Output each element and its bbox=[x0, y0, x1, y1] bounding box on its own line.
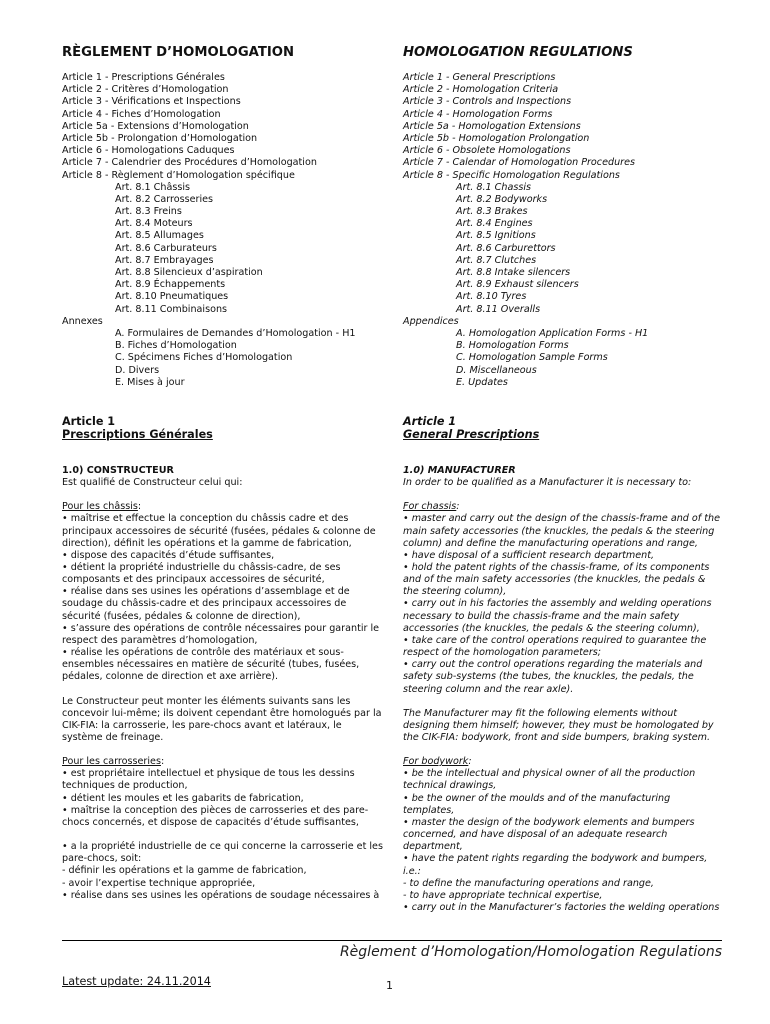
list-item: • détient la propriété industrielle du châssis-cadre, de ses composants et des principaux accessoires de sécurité, bbox=[62, 561, 341, 586]
toc-item: Article 5a - Homologation Extensions bbox=[403, 120, 581, 132]
list-item: - to define the manufacturing operations and range, bbox=[403, 877, 654, 889]
fit-paragraph: Le Constructeur peut monter les éléments suivants sans les concevoir lui-même; ils doivent cependant être homologués par la CIK-FIA: la carrosserie, les pare-chocs avant et latéraux, le système de freinage. bbox=[62, 695, 382, 743]
chassis-label-text: Pour les châssis bbox=[62, 501, 138, 513]
toc-subitem: Art. 8.2 Bodyworks bbox=[456, 193, 548, 205]
list-item: • s’assure des opérations de contrôle nécessaires pour garantir le respect des paramètres d’homologation, bbox=[62, 622, 380, 646]
toc-subitem: Art. 8.4 Engines bbox=[456, 218, 533, 230]
toc-subitem: Art. 8.8 Silencieux d’aspiration bbox=[115, 267, 263, 278]
list-item: • dispose des capacités d’étude suffisantes, bbox=[62, 549, 275, 561]
chassis-label-colon: : bbox=[456, 501, 460, 513]
bodywork-label-colon: : bbox=[468, 756, 472, 768]
list-item: • détient les moules et les gabarits de fabrication, bbox=[62, 792, 304, 804]
toc-subitem: Art. 8.10 Pneumatiques bbox=[115, 291, 229, 303]
toc-item: Article 8 - Règlement d’Homologation spécifique bbox=[62, 169, 295, 181]
toc-subitem: Art. 8.1 Châssis bbox=[115, 181, 190, 193]
chassis-label bbox=[62, 501, 384, 513]
bodywork-label-text: For bodywork bbox=[403, 756, 469, 768]
list-item: • maîtrise la conception des pièces de carrosseries et des pare-chocs concernés, et dispose de capacités d’étude suffisantes, bbox=[62, 804, 369, 828]
toc-item: Article 1 - General Prescriptions bbox=[403, 72, 556, 83]
list-item: • carry out in the Manufacturer’s factories the welding operations bbox=[403, 902, 720, 914]
english-column bbox=[403, 44, 721, 914]
toc-item: Article 7 - Calendrier des Procédures d’Homologation bbox=[62, 157, 317, 169]
bodywork-label-colon: : bbox=[160, 756, 165, 768]
fit-paragraph: The Manufacturer may fit the following elements without designing them himself; however, they must be homologated by the CIK-FIA: bodywork, front and side bumpers, braking system. bbox=[403, 707, 714, 743]
list-item: • master the design of the bodywork elements and bumpers concerned, and have disposal of an adequate research department, bbox=[403, 816, 695, 853]
toc-subitem: Art. 8.9 Échappements bbox=[115, 279, 226, 291]
toc-item: Article 5a - Extensions d’Homologation bbox=[62, 120, 249, 132]
toc-item: Article 5b - Homologation Prolongation bbox=[403, 132, 590, 144]
list-item: • have the patent rights regarding the bodywork and bumpers, i.e.: bbox=[403, 853, 708, 877]
toc-item: Article 1 - Prescriptions Générales bbox=[62, 72, 225, 83]
chassis-label-text: For chassis bbox=[403, 501, 457, 513]
annex-item: B. Homologation Forms bbox=[456, 340, 569, 352]
annexes-label: Annexes bbox=[62, 315, 103, 327]
toc-item: Article 3 - Controls and Inspections bbox=[403, 96, 572, 108]
list-item: • take care of the control operations required to guarantee the respect of the homologation parameters; bbox=[403, 634, 707, 659]
list-item: • be the owner of the moulds and of the manufacturing templates, bbox=[403, 792, 671, 816]
toc-item: Article 7 - Calendar of Homologation Procedures bbox=[403, 157, 635, 169]
list-item: • carry out in his factories the assembly and welding operations necessary to build the chassis-frame and the main safety accessories (the knuckles, the pedals & the steering column), bbox=[403, 598, 712, 634]
toc-item: Article 2 - Homologation Criteria bbox=[403, 84, 559, 96]
list-item: - définir les opérations et la gamme de fabrication, bbox=[62, 865, 307, 877]
toc-subitem: Art. 8.7 Clutches bbox=[456, 254, 537, 266]
list-item: - avoir l’expertise technique appropriée, bbox=[62, 877, 256, 889]
toc-subitem: Art. 8.3 Freins bbox=[115, 206, 182, 218]
page-number: 1 bbox=[386, 979, 393, 992]
annex-item: B. Fiches d’Homologation bbox=[115, 340, 237, 352]
appendices-label: Appendices bbox=[403, 315, 459, 327]
toc-subitem: Art. 8.10 Tyres bbox=[456, 291, 527, 303]
bodywork-label bbox=[62, 756, 384, 768]
list-item: • réalise les opérations de contrôle des matériaux et sous-ensembles nécessaires en matière de sécurité (tubes, fusées, pédales, colonne de direction et axe arrière). bbox=[62, 647, 360, 683]
toc-item: Article 3 - Vérifications et Inspections bbox=[62, 96, 241, 108]
toc-subitem: Art. 8.6 Carburateurs bbox=[115, 242, 217, 254]
annex-item: D. Miscellaneous bbox=[456, 364, 537, 376]
list-item: • have disposal of a sufficient research department, bbox=[403, 549, 655, 561]
footer-running-title: Règlement d’Homologation/Homologation Regulations bbox=[339, 944, 722, 960]
toc-item: Article 6 - Obsolete Homologations bbox=[403, 145, 571, 157]
list-item: • hold the patent rights of the chassis-frame, of its components and of the main safety accessories (the knuckles, the pedals & the steering column), bbox=[403, 561, 710, 598]
list-item: • réalise dans ses usines les opérations d’assemblage et de soudage du châssis-cadre et des principaux accessoires de sécurité (fusées, pédales & colonne de direction), bbox=[62, 586, 350, 622]
toc-subitem: Art. 8.11 Overalls bbox=[456, 303, 541, 315]
section-heading: 1.0) MANUFACTURER bbox=[403, 464, 516, 476]
list-item: • réalise dans ses usines les opérations de soudage nécessaires à bbox=[62, 889, 380, 901]
annex-item: C. Spécimens Fiches d’Homologation bbox=[115, 352, 293, 364]
toc-subitem: Art. 8.7 Embrayages bbox=[115, 254, 214, 266]
annex-item: A. Homologation Application Forms - H1 bbox=[456, 327, 649, 339]
annex-item: C. Homologation Sample Forms bbox=[456, 352, 608, 364]
toc-subitem: Art. 8.5 Allumages bbox=[115, 230, 204, 242]
toc-item: Article 6 - Homologations Caduques bbox=[62, 145, 235, 157]
list-item: • a la propriété industrielle de ce qui concerne la carrosserie et les pare-chocs, soit: bbox=[62, 841, 383, 865]
article-subtitle: Prescriptions Générales bbox=[62, 427, 213, 441]
english-toc bbox=[403, 72, 721, 389]
toc-item: Article 2 - Critères d’Homologation bbox=[62, 84, 229, 96]
list-item: • est propriétaire intellectuel et physique de tous les dessins techniques de production, bbox=[62, 768, 355, 792]
annex-item: E. Mises à jour bbox=[115, 376, 185, 388]
toc-item: Article 4 - Fiches d’Homologation bbox=[62, 108, 221, 120]
list-item: • be the intellectual and physical owner of all the production technical drawings, bbox=[403, 768, 696, 792]
chassis-label-colon: : bbox=[137, 501, 142, 513]
toc-subitem: Art. 8.1 Chassis bbox=[456, 181, 531, 193]
list-item: • master and carry out the design of the chassis-frame and of the main safety accessories (the knuckles, the pedals & the steering column) and define the manufacturing operations and range, bbox=[403, 513, 720, 549]
toc-subitem: Art. 8.8 Intake silencers bbox=[456, 267, 571, 278]
toc-item: Article 4 - Homologation Forms bbox=[403, 108, 553, 120]
list-item: • maîtrise et effectue la conception du châssis cadre et des principaux accessoires de sécurité (fusées, pédales & colonne de direction), définit les opérations et la gamme de fabrication, bbox=[62, 513, 376, 549]
latest-update: Latest update: 24.11.2014 bbox=[62, 975, 211, 988]
french-toc bbox=[62, 72, 384, 389]
intro-text: Est qualifié de Constructeur celui qui: bbox=[62, 477, 243, 489]
french-column bbox=[62, 44, 384, 902]
toc-subitem: Art. 8.11 Combinaisons bbox=[115, 303, 228, 315]
toc-subitem: Art. 8.2 Carrosseries bbox=[115, 193, 214, 205]
toc-subitem: Art. 8.9 Exhaust silencers bbox=[456, 279, 579, 291]
french-title: RÈGLEMENT D’HOMOLOGATION bbox=[62, 45, 294, 60]
toc-subitem: Art. 8.6 Carburettors bbox=[456, 242, 556, 254]
article-title: Article 1 bbox=[403, 414, 457, 428]
toc-item: Article 5b - Prolongation d’Homologation bbox=[62, 132, 258, 144]
footer-divider bbox=[62, 940, 722, 941]
annex-item: E. Updates bbox=[456, 376, 508, 388]
bodywork-label bbox=[403, 756, 721, 768]
list-item: • carry out the control operations regarding the materials and safety sub-systems (the tubes, the knuckles, the pedals, the steering column and the rear axle). bbox=[403, 659, 703, 695]
section-heading: 1.0) CONSTRUCTEUR bbox=[62, 464, 174, 476]
bodywork-label-text: Pour les carrosseries bbox=[62, 756, 161, 768]
intro-text: In order to be qualified as a Manufacturer it is necessary to: bbox=[403, 477, 692, 489]
toc-item: Article 8 - Specific Homologation Regulations bbox=[403, 169, 620, 181]
annex-item: D. Divers bbox=[115, 364, 160, 376]
article-subtitle: General Prescriptions bbox=[403, 427, 540, 441]
annex-item: A. Formulaires de Demandes d’Homologation - H1 bbox=[115, 327, 356, 339]
chassis-label bbox=[403, 501, 721, 513]
toc-subitem: Art. 8.4 Moteurs bbox=[115, 218, 193, 230]
english-title: HOMOLOGATION REGULATIONS bbox=[403, 45, 633, 60]
list-item: - to have appropriate technical expertise, bbox=[403, 889, 603, 901]
toc-subitem: Art. 8.5 Ignitions bbox=[456, 230, 536, 242]
toc-subitem: Art. 8.3 Brakes bbox=[456, 206, 528, 218]
article-title: Article 1 bbox=[62, 414, 116, 428]
